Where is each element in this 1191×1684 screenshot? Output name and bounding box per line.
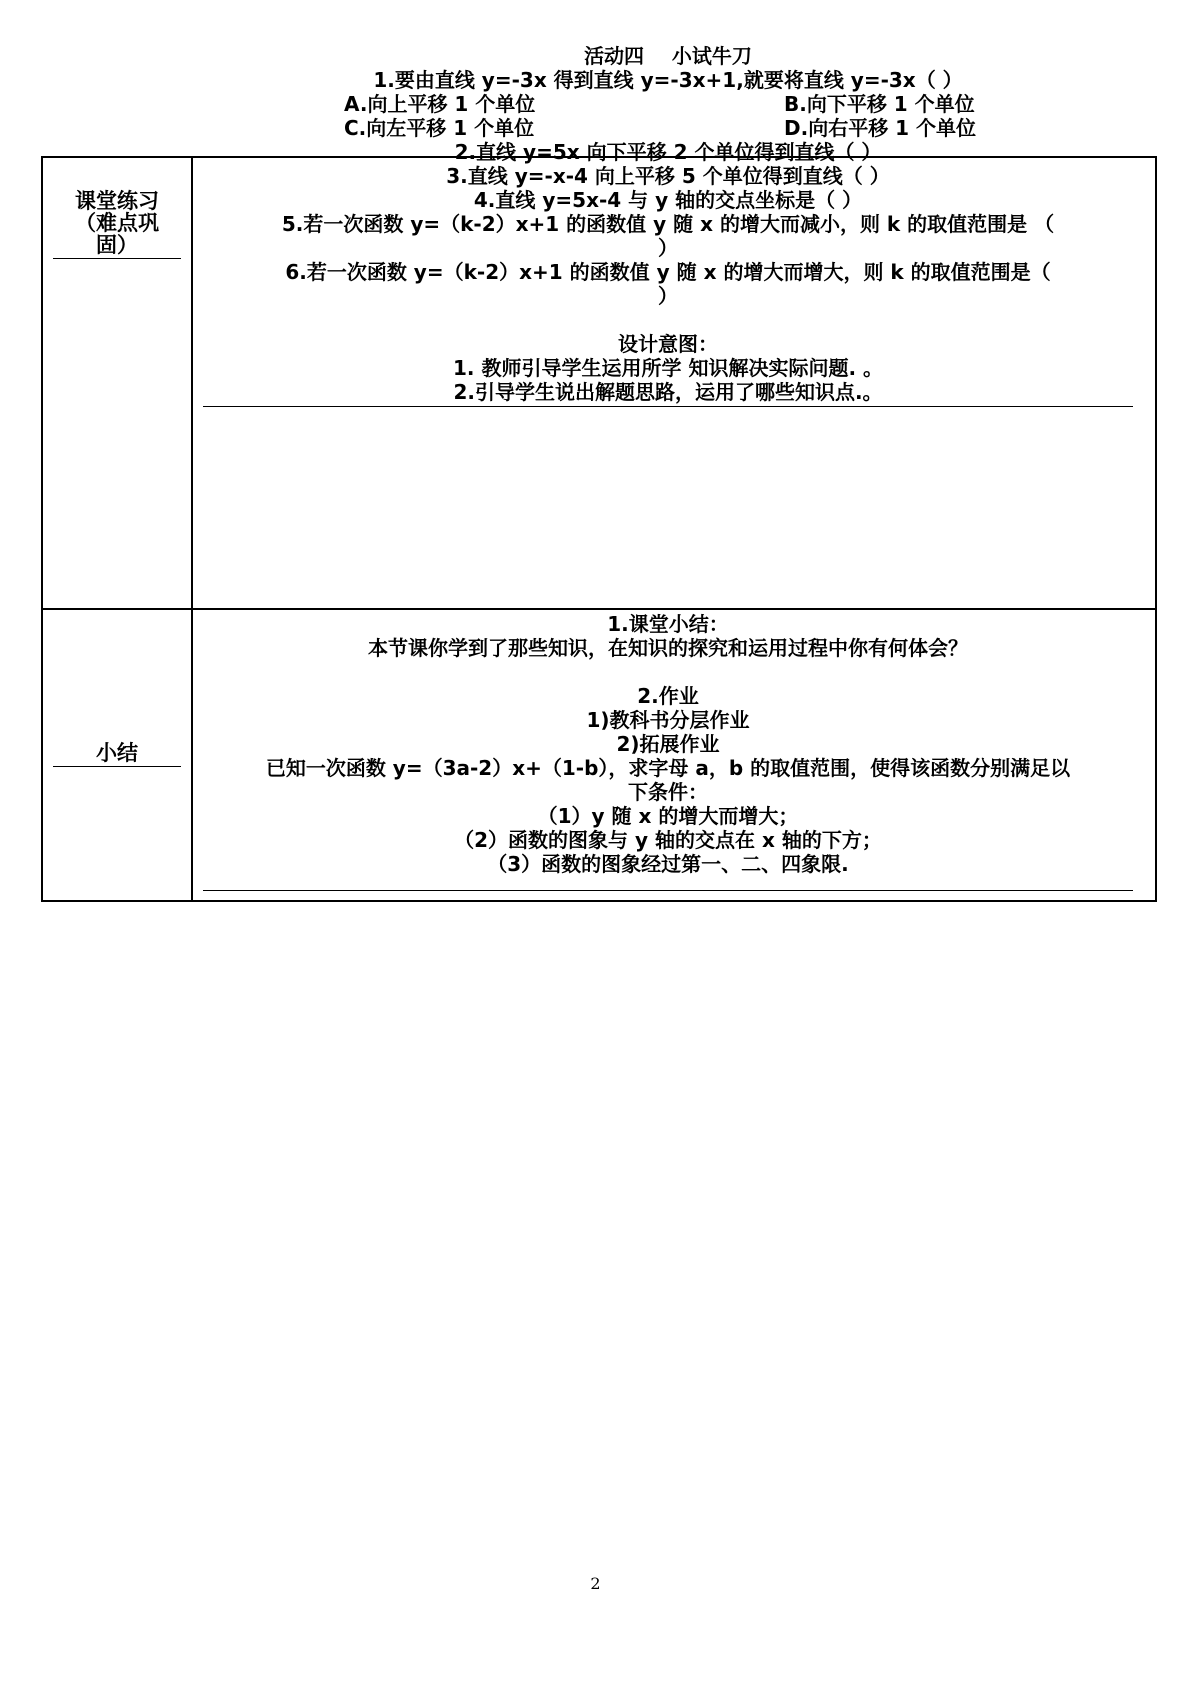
option-a: A.向上平移 1 个单位 xyxy=(344,92,536,116)
design-intent-1: 1. 教师引导学生运用所学 知识解决实际问题. 。 xyxy=(453,356,883,380)
question-1-options-row-2 xyxy=(203,116,1133,140)
practice-content xyxy=(203,44,1133,407)
practice-label-line-1: 课堂练习 xyxy=(75,189,159,213)
practice-content-rule xyxy=(203,406,1133,407)
question-3: 3.直线 y=-x-4 向上平移 5 个单位得到直线（ ） xyxy=(446,164,890,188)
extension-line-2: 下条件： xyxy=(628,780,708,804)
practice-label-rule xyxy=(53,258,181,259)
condition-2: （2）函数的图象与 y 轴的交点在 x 轴的下方； xyxy=(454,828,882,852)
design-intent-title: 设计意图： xyxy=(618,332,718,356)
spacer xyxy=(203,660,1133,684)
question-5-line-2: ） xyxy=(658,236,678,260)
homework-item-2: 2)拓展作业 xyxy=(616,732,720,756)
summary-title: 1.课堂小结： xyxy=(607,612,729,636)
question-6-line-1: 6.若一次函数 y=（k-2）x+1 的函数值 y 随 x 的增大而增大，则 k 的取值范围是（ xyxy=(285,260,1051,284)
practice-label-line-2: （难点巩 xyxy=(75,211,159,235)
practice-label-line-3: 固） xyxy=(96,233,138,257)
homework-title: 2.作业 xyxy=(637,684,699,708)
spacer xyxy=(203,308,1133,332)
summary-content-rule xyxy=(203,890,1133,891)
summary-question: 本节课你学到了那些知识，在知识的探究和运用过程中你有何体会？ xyxy=(368,636,968,660)
summary-label-line-1: 小结 xyxy=(96,741,138,765)
question-2: 2.直线 y=5x 向下平移 2 个单位得到直线（ ） xyxy=(454,140,882,164)
option-b: B.向下平移 1 个单位 xyxy=(784,92,975,116)
option-c: C.向左平移 1 个单位 xyxy=(344,116,535,140)
condition-1: （1）y 随 x 的增大而增大； xyxy=(537,804,799,828)
extension-line-1: 已知一次函数 y=（3a-2）x+（1-b），求字母 a，b 的取值范围，使得该函数分别满足以 xyxy=(265,756,1071,780)
design-intent-2: 2.引导学生说出解题思路，运用了哪些知识点.。 xyxy=(453,380,883,404)
summary-content xyxy=(203,612,1133,891)
homework-item-1: 1)教科书分层作业 xyxy=(586,708,750,732)
summary-label xyxy=(41,742,193,767)
activity-title: 活动四 小试牛刀 xyxy=(584,44,752,68)
question-4: 4.直线 y=5x-4 与 y 轴的交点坐标是（ ） xyxy=(473,188,863,212)
practice-label xyxy=(41,190,193,259)
condition-3: （3）函数的图象经过第一、二、四象限. xyxy=(487,852,849,876)
question-1-options-row-1 xyxy=(203,92,1133,116)
option-d: D.向右平移 1 个单位 xyxy=(784,116,977,140)
summary-label-rule xyxy=(53,766,181,767)
question-5-line-1: 5.若一次函数 y=（k-2）x+1 的函数值 y 随 x 的增大而减小，则 k 的取值范围是 （ xyxy=(281,212,1055,236)
page-number: 2 xyxy=(590,1574,601,1593)
question-1: 1.要由直线 y=-3x 得到直线 y=-3x+1,就要将直线 y=-3x（ ） xyxy=(373,68,963,92)
spacer xyxy=(203,876,1133,888)
question-6-line-2: ） xyxy=(658,284,678,308)
